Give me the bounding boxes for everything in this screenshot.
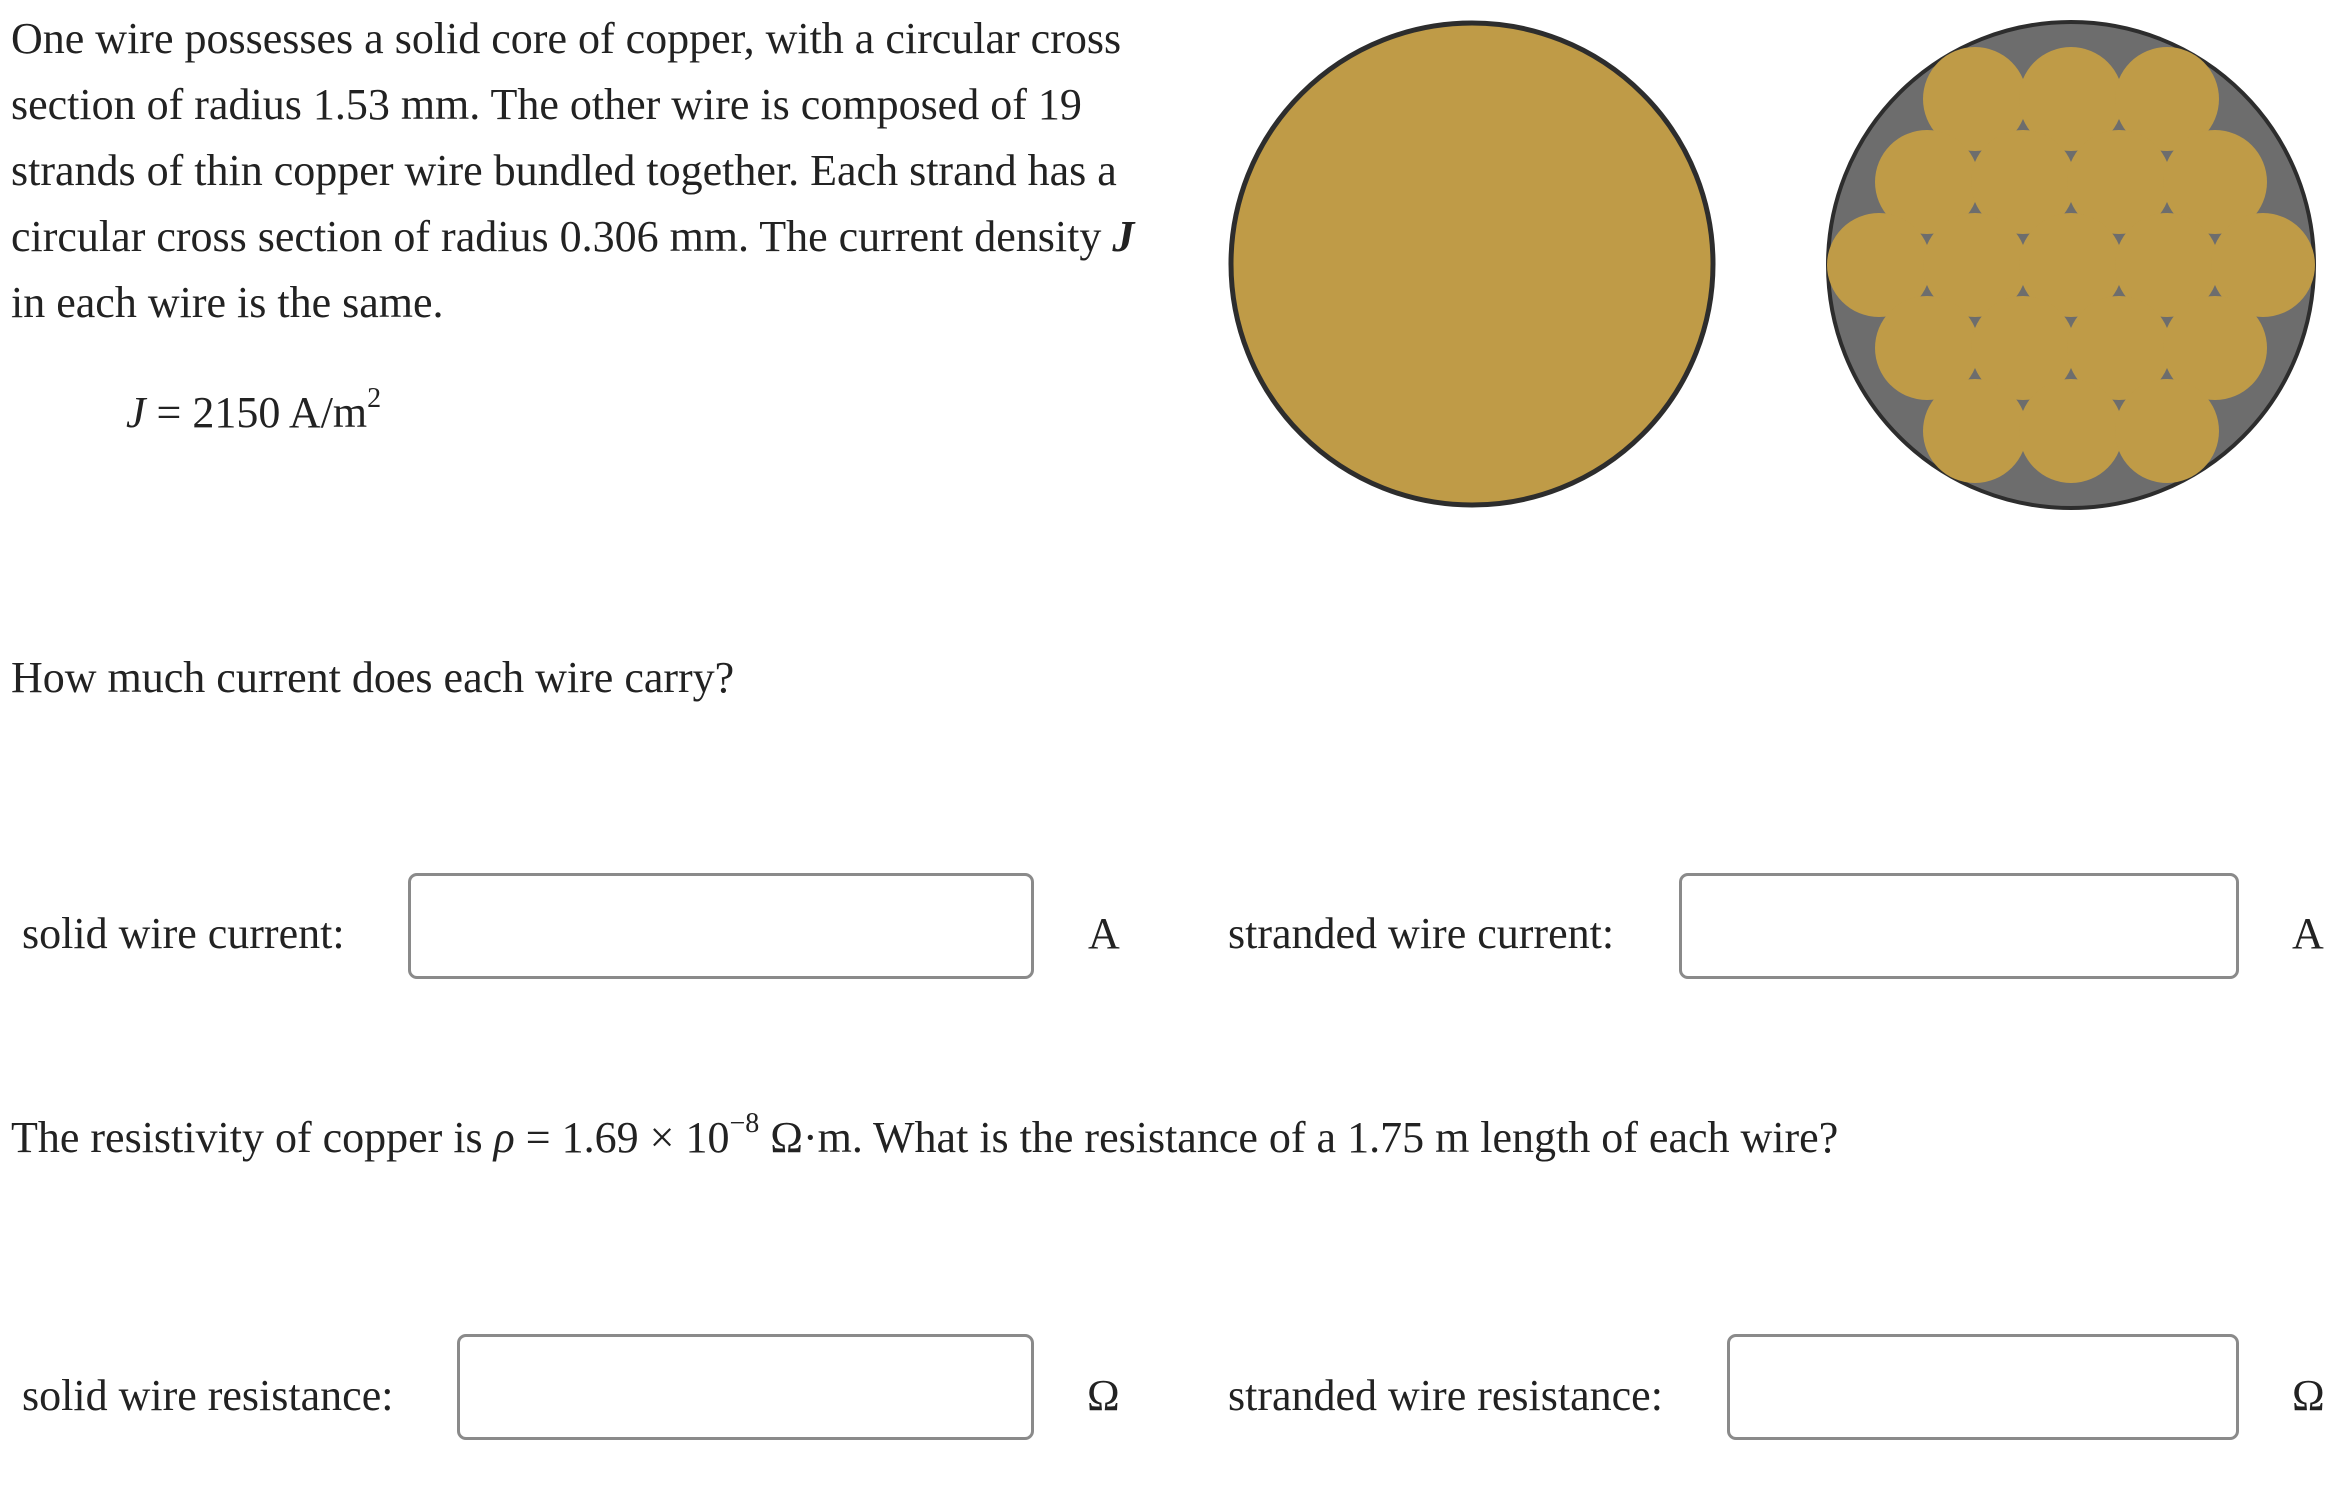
stranded-resistance-label: stranded wire resistance:	[1228, 1371, 1663, 1420]
stranded-resistance-unit: Ω	[2292, 1371, 2325, 1420]
resistivity-symbol: ρ	[493, 1113, 515, 1162]
solid-resistance-unit: Ω	[1087, 1371, 1120, 1420]
solid-wire-cross-section	[1231, 23, 1713, 505]
equation-exponent: 2	[367, 383, 382, 415]
copper-strand	[2019, 379, 2123, 483]
resistivity-exponent: −8	[729, 1108, 760, 1140]
copper-strand	[1923, 379, 2027, 483]
problem-text-part2: in each wire is the same.	[11, 278, 444, 327]
solid-current-label: solid wire current:	[22, 909, 345, 958]
equation-symbol: J	[126, 388, 146, 437]
stranded-current-label: stranded wire current:	[1228, 909, 1615, 958]
question-current: How much current does each wire carry?	[11, 653, 735, 702]
question2-after: Ω·m. What is the resistance of a 1.75 m length of each wire?	[759, 1113, 1839, 1162]
solid-resistance-label: solid wire resistance:	[22, 1371, 394, 1420]
equation-equals: =	[145, 388, 193, 437]
stranded-resistance-input[interactable]	[1727, 1334, 2239, 1440]
current-density-equation	[126, 380, 381, 446]
stranded-current-input[interactable]	[1679, 873, 2239, 979]
equation-value: 2150 A/m	[192, 388, 368, 437]
solid-current-input[interactable]	[408, 873, 1034, 979]
question2-before: The resistivity of copper is	[11, 1113, 494, 1162]
resistivity-mantissa: 1.69 × 10	[561, 1113, 730, 1162]
copper-strand	[2115, 379, 2219, 483]
problem-statement	[11, 6, 1141, 336]
question-resistance	[11, 1105, 1838, 1171]
stranded-current-unit: A	[2292, 909, 2324, 958]
problem-text-part1: One wire possesses a solid core of copper, with a circular cross section of radius 1.53 mm. The other wire is composed of 19 strands of thin copper wire bundled together. Each strand has a circular cross section of radius 0.306 mm. The current density	[11, 14, 1122, 261]
solid-current-unit: A	[1088, 909, 1120, 958]
wire-cross-sections-figure	[1225, 12, 2335, 512]
stranded-wire-cross-section	[1827, 22, 2315, 508]
question2-equals: =	[514, 1113, 562, 1162]
current-density-symbol: J	[1112, 212, 1135, 261]
solid-resistance-input[interactable]	[457, 1334, 1034, 1440]
